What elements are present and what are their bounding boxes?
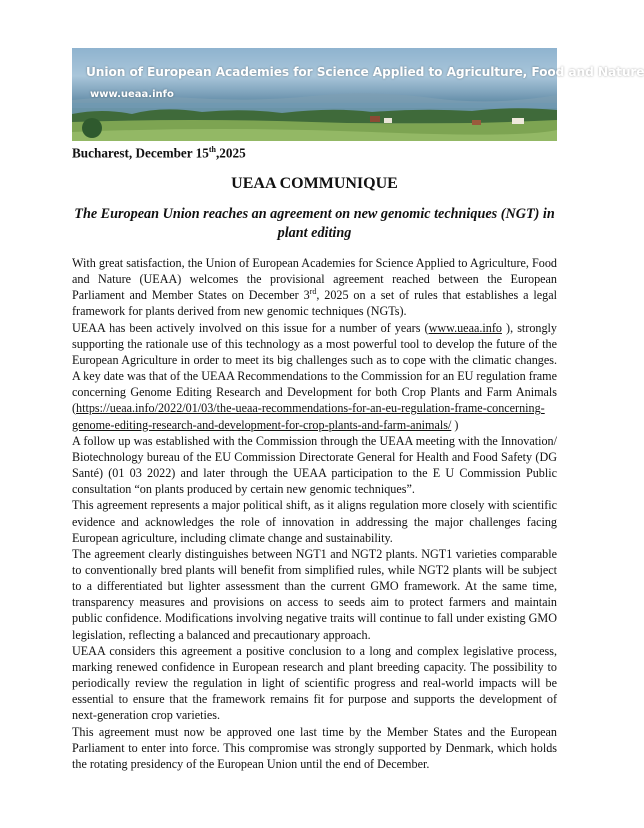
paragraph-1-text-end: , 2025 on a set of rules that establishes a legal framework for plants derived from new genomic techniques (NGTs). — [72, 288, 557, 319]
paragraph-7: This agreement must now be approved one last time by the Member States and the European Parliament to enter into force. This compromise was strongly supported by Denmark, which holds the rotating presidency of the European Union until the end of December. — [72, 724, 557, 771]
dateline-prefix: Bucharest, December 15 — [72, 145, 209, 161]
paragraph-1-text: With great satisfaction, the Union of European Academies for Science Applied to Agriculture, Food and Nature (UEAA) welcomes the provisional agreement reached between the European Parliament and Member States on December 3 — [72, 256, 557, 303]
communique-body — [72, 255, 557, 772]
paragraph-2-text: UEAA has been actively involved on this issue for a number of years ( — [72, 320, 429, 335]
paragraph-1-sup: rd — [309, 287, 317, 297]
page-subtitle: The European Union reaches an agreement on new genomic techniques (NGT) in plant editing — [74, 206, 555, 241]
page-title: UEAA COMMUNIQUE — [231, 175, 398, 192]
ueaa-website-link[interactable]: www.ueaa.info — [428, 320, 502, 335]
paragraph-1 — [72, 255, 557, 320]
recommendations-link[interactable]: https://ueaa.info/2022/01/03/the-ueaa-recommendations-for-an-eu-regulation-frame-concerning-genome-editing-research-and-development-for-crop-plants-and-farm-animals/ — [72, 401, 545, 432]
dateline-sup: th — [208, 145, 216, 154]
banner-title: Union of European Academies for Science Applied to Agriculture, Food and Nature — [86, 65, 644, 79]
dateline-suffix: ,2025 — [215, 145, 246, 161]
paragraph-2-text-mid: ), strongly supporting the rationale use of this technology as a most powerful tool to develop the future of the European Agriculture in order to meet its big challenges such as to cope with the climatic changes. A key date was that of the UEAA Recommendations to the Commission for an EU regulation frame concerning Genome Editing Research and Development for both Crop Plants and Farm Animals ( — [72, 320, 557, 416]
banner-url[interactable]: www.ueaa.info — [90, 89, 174, 100]
header-banner — [72, 48, 644, 141]
paragraph-2 — [72, 320, 557, 433]
paragraph-4: This agreement represents a major political shift, as it aligns regulation more closely with scientific evidence and acknowledges the role of innovation in addressing the major challenges facing European agriculture, including climate change and sustainability. — [72, 498, 557, 545]
paragraph-5: The agreement clearly distinguishes between NGT1 and NGT2 plants. NGT1 varieties comparable to conventionally bred plants will benefit from simplified rules, while NGT2 plants will be subject to a differentiated but lighter assessment than the current GMO framework. At the same time, transparency measures and provisions on access to seeds aim to protect farmers and maintain public confidence. Modifications involving negative traits will continue to fall under existing GMO legislation, reflecting a balanced and precautionary approach. — [72, 546, 557, 642]
paragraph-3: A follow up was established with the Commission through the UEAA meeting with the Innovation/ Biotechnology bureau of the EU Commission Directorate General for Health and Food Safety (DG Santé) (01 03 2022) and later through the UEAA participation to the E U Commission Public consultation “on plants produced by certain new genomic techniques”. — [72, 433, 557, 497]
paragraph-6: UEAA considers this agreement a positive conclusion to a long and complex legislative process, marking renewed confidence in European research and plant breeding capacity. The possibility to periodically review the regulation in light of scientific progress and real-world impacts will be essential to ensure that the framework remains fit for purpose and supports the development of next-generation crop varieties. — [72, 643, 557, 723]
paragraph-2-text-end: ) — [451, 417, 459, 432]
dateline — [72, 145, 246, 161]
